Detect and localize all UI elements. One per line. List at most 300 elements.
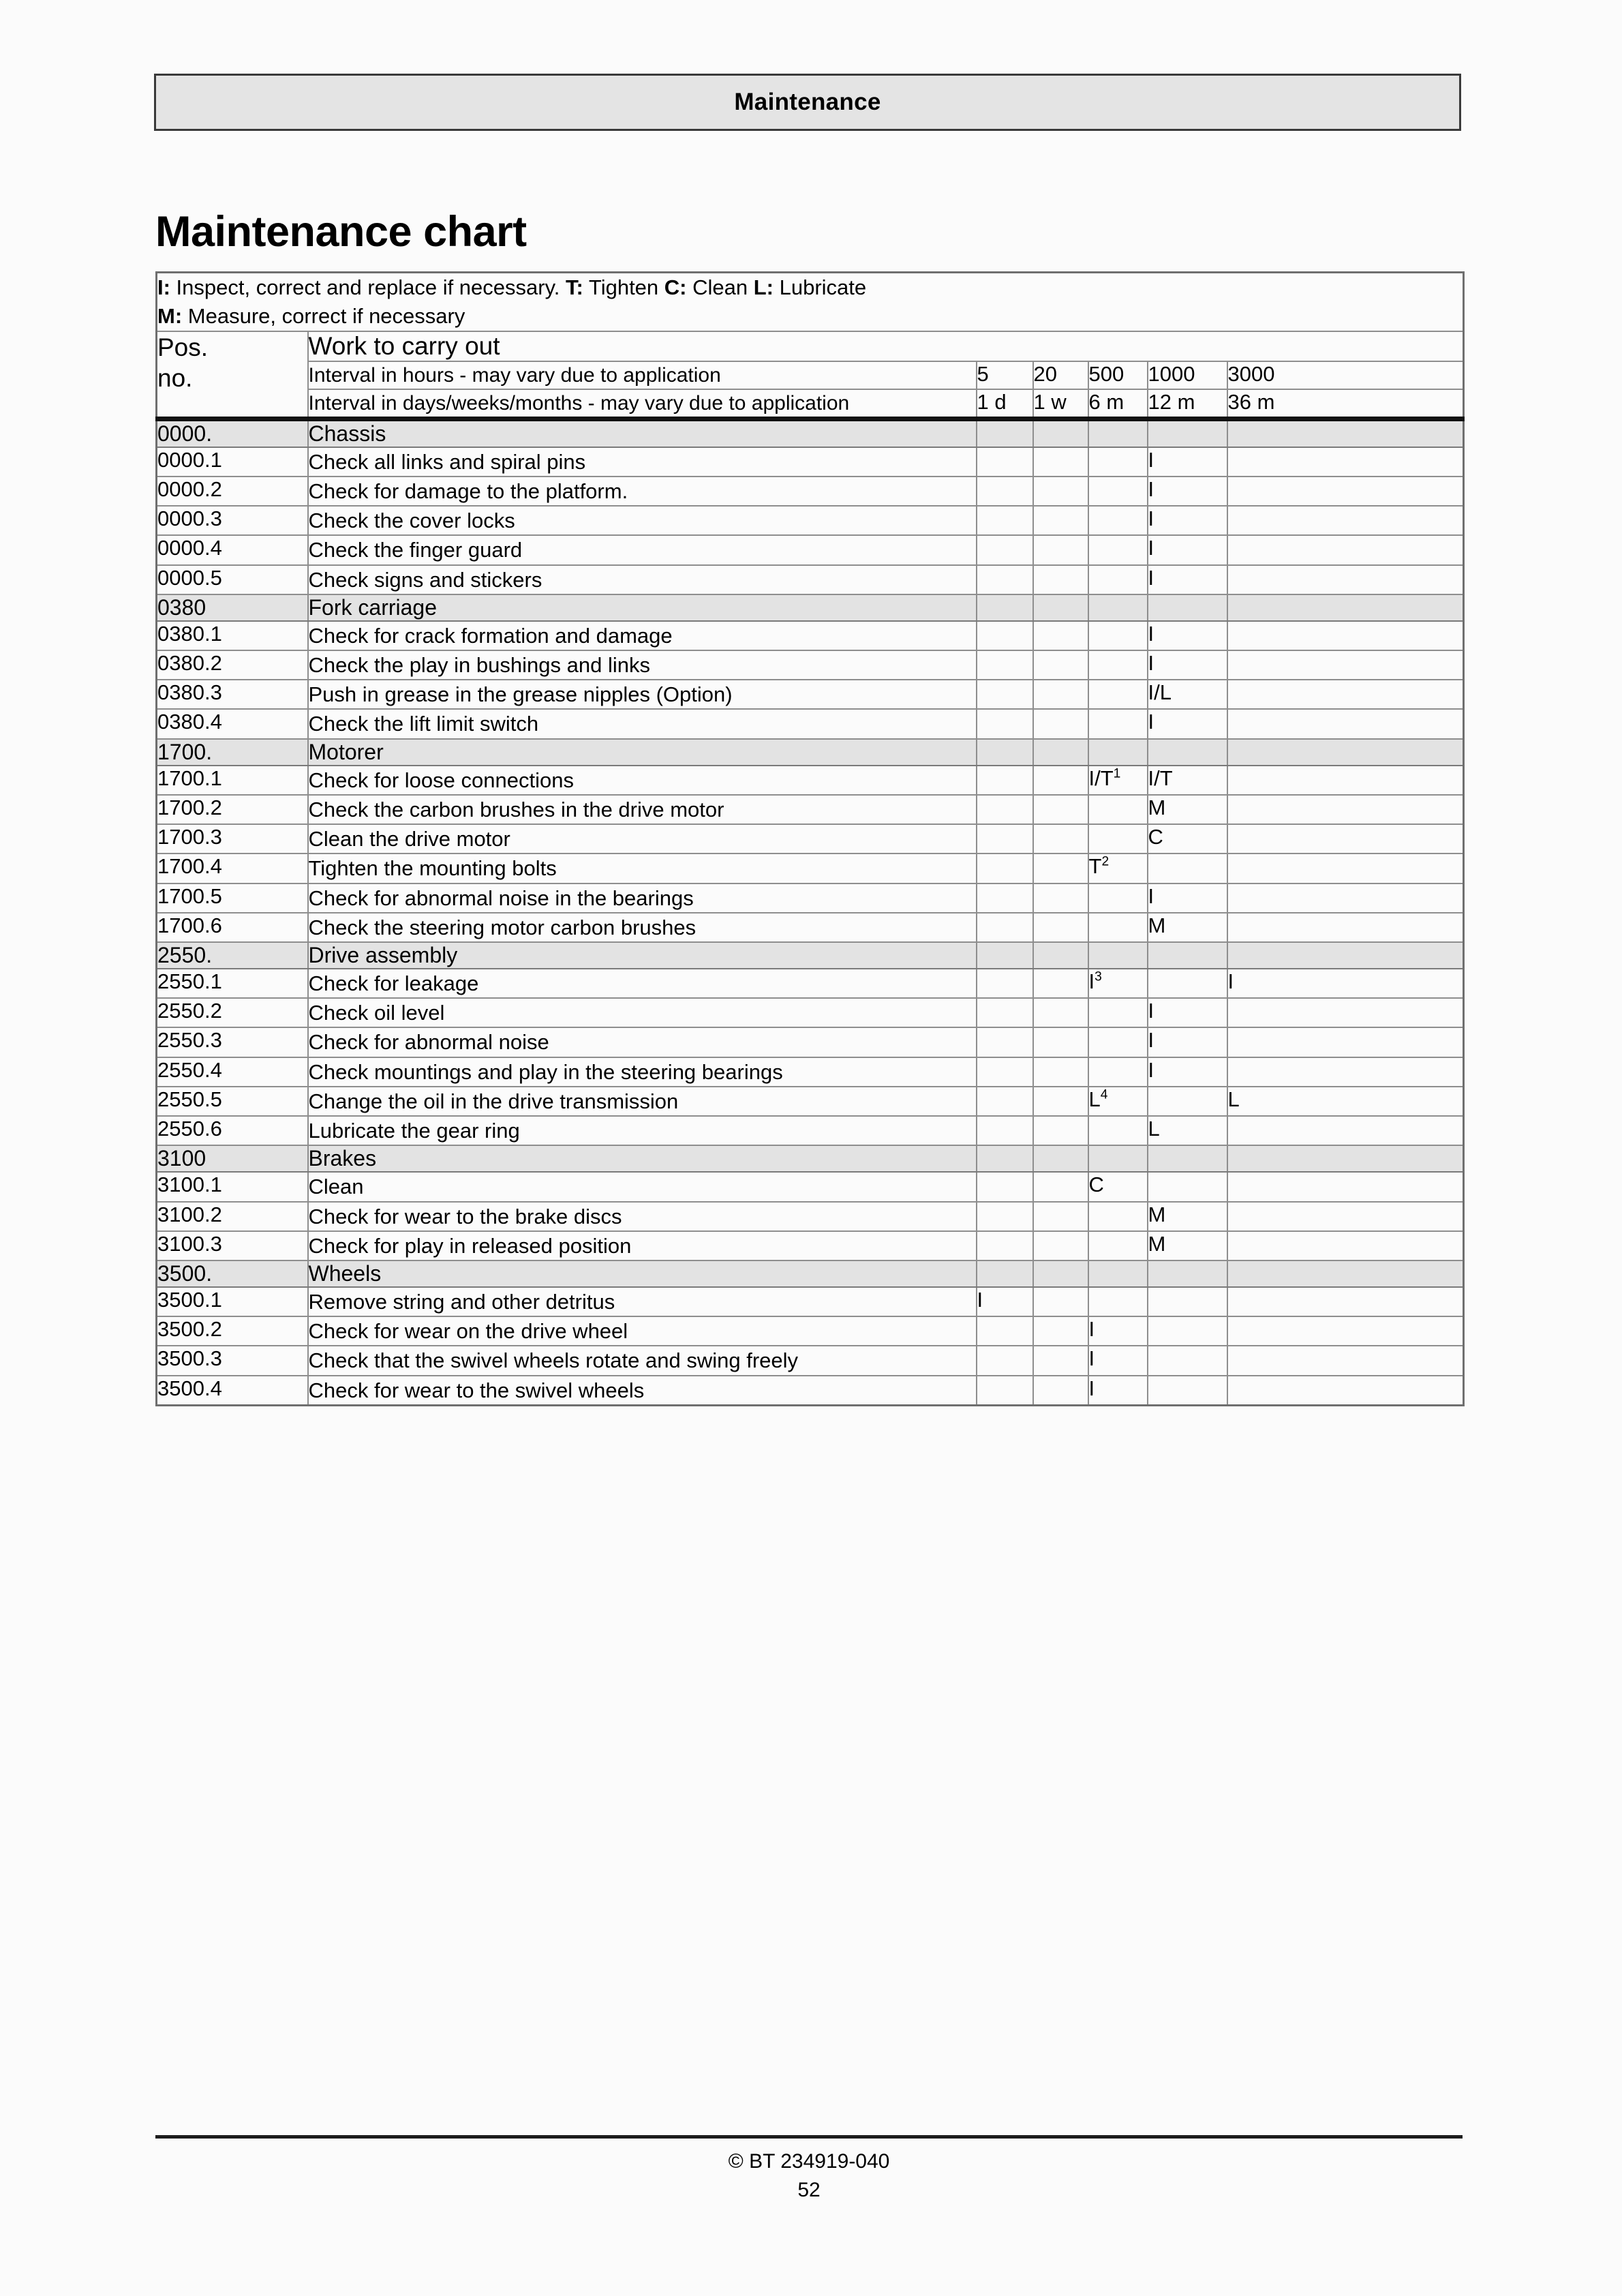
footnote-marker: 4 [1100,1087,1108,1102]
row-interval-mark [1227,1287,1464,1316]
row-interval-mark: L [1148,1116,1227,1145]
table-row [157,1202,1464,1231]
row-work-description: Check the lift limit switch [308,709,977,738]
row-interval-mark [1088,998,1148,1027]
legend-line-1: I: Inspect, correct and replace if necessary. T: Tighten C: Clean L: Lubricate [157,275,867,299]
row-interval-mark [1227,447,1464,477]
section-empty-cell [1148,419,1227,447]
footnote-marker: 2 [1101,854,1110,869]
section-header-row [157,419,1464,447]
row-interval-mark: I [1148,506,1227,535]
row-interval-mark: I [1227,969,1464,998]
row-interval-mark [1033,1087,1088,1116]
table-row [157,1376,1464,1406]
section-pos-no: 3100 [157,1145,308,1172]
row-interval-mark [1148,854,1227,883]
row-interval-mark [977,913,1033,942]
table-row [157,998,1464,1027]
row-interval-mark [1227,824,1464,854]
row-interval-mark [1033,854,1088,883]
row-work-description: Push in grease in the grease nipples (Option) [308,680,977,709]
interval-days-value-12m: 12 m [1148,389,1227,419]
row-interval-mark [1033,477,1088,506]
interval-days-value-1w: 1 w [1033,389,1088,419]
row-interval-mark: I [977,1287,1033,1316]
section-empty-cell [1227,1260,1464,1287]
row-interval-mark [1088,1057,1148,1087]
row-interval-mark [977,1316,1033,1346]
table-row [157,913,1464,942]
row-interval-mark: I [1148,565,1227,594]
section-empty-cell [1148,739,1227,766]
row-interval-mark [1227,854,1464,883]
section-empty-cell [1148,594,1227,621]
interval-hours-value-3000: 3000 [1227,361,1464,389]
row-pos-no: 0000.4 [157,535,308,564]
row-interval-mark [1088,621,1148,650]
interval-hours-label: Interval in hours - may vary due to application [308,361,977,389]
row-interval-mark [1148,1287,1227,1316]
row-pos-no: 3100.1 [157,1172,308,1201]
row-interval-mark [1033,1116,1088,1145]
row-interval-mark [1088,883,1148,913]
row-work-description: Check that the swivel wheels rotate and swing freely [308,1346,977,1375]
section-pos-no: 2550. [157,942,308,969]
row-interval-mark [1227,1057,1464,1087]
table-row [157,565,1464,594]
table-row [157,766,1464,795]
row-interval-mark [1227,1172,1464,1201]
section-empty-cell [1033,594,1088,621]
table-row [157,969,1464,998]
row-interval-mark [1033,621,1088,650]
section-header-row [157,1145,1464,1172]
row-interval-mark [1033,1027,1088,1057]
section-header-row [157,739,1464,766]
footnote-marker: 3 [1095,969,1102,984]
section-empty-cell [1227,594,1464,621]
row-pos-no: 3500.2 [157,1316,308,1346]
table-row [157,650,1464,680]
section-empty-cell [1227,419,1464,447]
section-empty-cell [1227,1145,1464,1172]
interval-days-value-36m: 36 m [1227,389,1464,419]
row-work-description: Check for loose connections [308,766,977,795]
row-interval-mark [1148,1376,1227,1406]
row-pos-no: 0380.4 [157,709,308,738]
row-interval-mark [1227,709,1464,738]
row-interval-mark [1227,1202,1464,1231]
row-work-description: Check mountings and play in the steering bearings [308,1057,977,1087]
table-row [157,1087,1464,1116]
row-work-description: Clean the drive motor [308,824,977,854]
table-row [157,477,1464,506]
row-pos-no: 2550.3 [157,1027,308,1057]
section-empty-cell [977,1145,1033,1172]
row-work-description: Check for leakage [308,969,977,998]
row-interval-mark [977,1346,1033,1375]
row-interval-mark [1033,824,1088,854]
interval-hours-value-500: 500 [1088,361,1148,389]
section-empty-cell [1033,1260,1088,1287]
row-interval-mark [1227,766,1464,795]
row-interval-mark: I [1148,535,1227,564]
section-empty-cell [1148,942,1227,969]
running-header-title: Maintenance [734,89,881,115]
row-interval-mark: I [1148,709,1227,738]
row-work-description: Change the oil in the drive transmission [308,1087,977,1116]
row-work-description: Clean [308,1172,977,1201]
section-pos-no: 0000. [157,419,308,447]
row-interval-mark: I [1148,883,1227,913]
running-header [154,74,1461,131]
row-interval-mark [1033,1376,1088,1406]
legend-line-2: M: Measure, correct if necessary [157,303,465,328]
row-interval-mark: I [1088,1376,1148,1406]
table-row [157,795,1464,824]
table-row [157,1027,1464,1057]
row-interval-mark [977,709,1033,738]
row-interval-mark: I [1148,621,1227,650]
section-name: Drive assembly [308,942,977,969]
section-empty-cell [977,594,1033,621]
row-interval-mark [1227,477,1464,506]
page-title: Maintenance chart [155,208,527,256]
table-row [157,1116,1464,1145]
section-empty-cell [1088,594,1148,621]
maintenance-chart-table-wrapper [155,271,1463,1406]
row-interval-mark [1033,913,1088,942]
section-name: Brakes [308,1145,977,1172]
row-interval-mark [1227,795,1464,824]
row-interval-mark: $T^2$ [1088,854,1148,883]
section-name: Motorer [308,739,977,766]
section-empty-cell [1033,739,1088,766]
row-interval-mark [1227,1116,1464,1145]
row-work-description: Check the cover locks [308,506,977,535]
row-interval-mark: $I/T^1$ [1088,766,1148,795]
row-interval-mark [1033,565,1088,594]
row-interval-mark [1088,1116,1148,1145]
table-row [157,621,1464,650]
row-interval-mark [1033,795,1088,824]
row-interval-mark: I [1088,1346,1148,1375]
row-interval-mark [977,1202,1033,1231]
row-interval-mark [977,650,1033,680]
section-empty-cell [977,419,1033,447]
table-row [157,1316,1464,1346]
row-interval-mark: I/L [1148,680,1227,709]
row-interval-mark [1033,1287,1088,1316]
row-work-description: Lubricate the gear ring [308,1116,977,1145]
section-pos-no: 1700. [157,739,308,766]
row-interval-mark: I [1148,1057,1227,1087]
row-work-description: Check for wear on the drive wheel [308,1316,977,1346]
row-interval-mark: I/T [1148,766,1227,795]
row-interval-mark: $L^4$ [1088,1087,1148,1116]
section-empty-cell [1088,1260,1148,1287]
row-interval-mark [1033,506,1088,535]
row-interval-mark [1088,1202,1148,1231]
section-empty-cell [1088,739,1148,766]
row-interval-mark [1033,709,1088,738]
row-pos-no: 3100.2 [157,1202,308,1231]
row-work-description: Check the carbon brushes in the drive motor [308,795,977,824]
table-row [157,854,1464,883]
section-empty-cell [977,942,1033,969]
row-work-description: Tighten the mounting bolts [308,854,977,883]
row-work-description: Check for abnormal noise [308,1027,977,1057]
section-empty-cell [977,739,1033,766]
row-work-description: Check for abnormal noise in the bearings [308,883,977,913]
section-empty-cell [1033,419,1088,447]
row-interval-mark [977,621,1033,650]
row-interval-mark [1227,1231,1464,1260]
row-interval-mark: C [1088,1172,1148,1201]
section-header-row [157,1260,1464,1287]
row-interval-mark [977,1231,1033,1260]
legend-cell [157,273,1464,331]
footer-page-number: 52 [797,2179,821,2201]
row-interval-mark [1227,535,1464,564]
table-row [157,1287,1464,1316]
row-interval-mark [1148,1346,1227,1375]
section-empty-cell [1148,1260,1227,1287]
section-empty-cell [1227,739,1464,766]
row-interval-mark [1227,621,1464,650]
row-interval-mark [1088,795,1148,824]
row-interval-mark: I [1148,998,1227,1027]
row-work-description: Check oil level [308,998,977,1027]
row-interval-mark [1088,1287,1148,1316]
row-pos-no: 0380.2 [157,650,308,680]
row-interval-mark [977,1376,1033,1406]
section-empty-cell [1088,942,1148,969]
row-interval-mark [977,824,1033,854]
row-pos-no: 1700.2 [157,795,308,824]
row-interval-mark [977,1087,1033,1116]
row-interval-mark: I [1148,477,1227,506]
row-interval-mark [1088,913,1148,942]
row-interval-mark [1227,565,1464,594]
row-interval-mark [1088,565,1148,594]
row-interval-mark: M [1148,913,1227,942]
row-work-description: Check the play in bushings and links [308,650,977,680]
section-empty-cell [977,1260,1033,1287]
row-interval-mark [1033,1202,1088,1231]
row-interval-mark [1033,883,1088,913]
section-header-row [157,942,1464,969]
row-interval-mark [1033,1316,1088,1346]
row-pos-no: 2550.6 [157,1116,308,1145]
row-interval-mark [1033,1057,1088,1087]
row-pos-no: 2550.1 [157,969,308,998]
table-row [157,1346,1464,1375]
row-interval-mark [1033,535,1088,564]
row-interval-mark: C [1148,824,1227,854]
row-interval-mark [1088,477,1148,506]
row-work-description: Check the steering motor carbon brushes [308,913,977,942]
table-row [157,1057,1464,1087]
row-work-description: Check signs and stickers [308,565,977,594]
section-name: Chassis [308,419,977,447]
row-interval-mark [977,795,1033,824]
row-pos-no: 0380.3 [157,680,308,709]
table-row [157,824,1464,854]
section-empty-cell [1227,942,1464,969]
row-interval-mark [1148,1172,1227,1201]
row-pos-no: 0000.3 [157,506,308,535]
row-interval-mark: $I^3$ [1088,969,1148,998]
interval-days-value-6m: 6 m [1088,389,1148,419]
row-interval-mark [977,998,1033,1027]
footnote-marker: 1 [1113,766,1121,781]
section-pos-no: 0380 [157,594,308,621]
row-work-description: Check for damage to the platform. [308,477,977,506]
section-name: Fork carriage [308,594,977,621]
row-interval-mark [977,565,1033,594]
work-to-carry-out-header: Work to carry out [308,331,1464,361]
row-pos-no: 3500.1 [157,1287,308,1316]
row-work-description: Check the finger guard [308,535,977,564]
row-interval-mark [1088,535,1148,564]
interval-hours-value-20: 20 [1033,361,1088,389]
row-interval-mark: M [1148,1202,1227,1231]
pos-no-header-line1: Pos. [157,333,209,361]
row-interval-mark [977,1027,1033,1057]
row-pos-no: 1700.5 [157,883,308,913]
row-pos-no: 2550.4 [157,1057,308,1087]
row-interval-mark [1088,680,1148,709]
pos-no-header-line2: no. [157,363,193,392]
row-pos-no: 3500.4 [157,1376,308,1406]
row-interval-mark [1148,1316,1227,1346]
row-interval-mark: I [1148,447,1227,477]
row-pos-no: 1700.4 [157,854,308,883]
row-interval-mark [1227,913,1464,942]
row-interval-mark [977,1057,1033,1087]
row-pos-no: 1700.3 [157,824,308,854]
table-row [157,506,1464,535]
row-interval-mark [977,883,1033,913]
row-interval-mark [1033,447,1088,477]
row-work-description: Check for wear to the brake discs [308,1202,977,1231]
section-empty-cell [1033,1145,1088,1172]
row-interval-mark [1227,680,1464,709]
row-interval-mark [1088,824,1148,854]
row-work-description: Remove string and other detritus [308,1287,977,1316]
row-pos-no: 0000.1 [157,447,308,477]
section-empty-cell [1088,1145,1148,1172]
row-interval-mark [977,969,1033,998]
row-interval-mark [977,506,1033,535]
row-interval-mark [1088,447,1148,477]
row-interval-mark [1227,650,1464,680]
footer-copyright: © BT 234919-040 [728,2150,890,2173]
table-row [157,709,1464,738]
row-interval-mark [1033,766,1088,795]
row-interval-mark [1088,1231,1148,1260]
table-row [157,535,1464,564]
row-interval-mark [977,854,1033,883]
row-interval-mark [1227,883,1464,913]
interval-hours-value-1000: 1000 [1148,361,1227,389]
row-pos-no: 1700.1 [157,766,308,795]
row-interval-mark: I [1088,1316,1148,1346]
table-row [157,1231,1464,1260]
row-pos-no: 0000.5 [157,565,308,594]
table-row [157,883,1464,913]
row-interval-mark [977,477,1033,506]
row-interval-mark: M [1148,795,1227,824]
row-pos-no: 1700.6 [157,913,308,942]
row-interval-mark [1088,650,1148,680]
row-interval-mark [1227,1316,1464,1346]
row-work-description: Check for crack formation and damage [308,621,977,650]
row-interval-mark [1033,650,1088,680]
row-pos-no: 2550.5 [157,1087,308,1116]
section-name: Wheels [308,1260,977,1287]
row-work-description: Check all links and spiral pins [308,447,977,477]
row-interval-mark: I [1148,1027,1227,1057]
row-interval-mark [1088,709,1148,738]
row-pos-no: 3100.3 [157,1231,308,1260]
row-interval-mark [977,1172,1033,1201]
row-interval-mark [1227,998,1464,1027]
table-row [157,1172,1464,1201]
footer-divider [155,2135,1463,2139]
row-interval-mark [1148,969,1227,998]
section-header-row [157,594,1464,621]
row-pos-no: 0380.1 [157,621,308,650]
row-work-description: Check for wear to the swivel wheels [308,1376,977,1406]
row-pos-no: 3500.3 [157,1346,308,1375]
section-empty-cell [1088,419,1148,447]
row-interval-mark [1227,1376,1464,1406]
row-interval-mark: L [1227,1087,1464,1116]
row-interval-mark [1033,998,1088,1027]
row-interval-mark [1227,1027,1464,1057]
row-interval-mark: I [1148,650,1227,680]
table-row [157,447,1464,477]
row-interval-mark [1227,1346,1464,1375]
maintenance-chart-table [155,271,1465,1406]
interval-days-label: Interval in days/weeks/months - may vary due to application [308,389,977,419]
section-empty-cell [1033,942,1088,969]
row-interval-mark [1033,969,1088,998]
row-interval-mark [977,766,1033,795]
interval-days-value-1d: 1 d [977,389,1033,419]
row-interval-mark [1033,1172,1088,1201]
row-interval-mark [977,447,1033,477]
section-empty-cell [1148,1145,1227,1172]
row-work-description: Check for play in released position [308,1231,977,1260]
row-interval-mark [1033,680,1088,709]
row-interval-mark [1088,506,1148,535]
row-pos-no: 2550.2 [157,998,308,1027]
row-interval-mark [1088,1027,1148,1057]
row-interval-mark [977,1116,1033,1145]
row-pos-no: 0000.2 [157,477,308,506]
row-interval-mark [1033,1231,1088,1260]
row-interval-mark [1227,506,1464,535]
row-interval-mark [977,535,1033,564]
table-row [157,680,1464,709]
row-interval-mark [1148,1087,1227,1116]
section-pos-no: 3500. [157,1260,308,1287]
interval-hours-value-5: 5 [977,361,1033,389]
row-interval-mark [977,680,1033,709]
